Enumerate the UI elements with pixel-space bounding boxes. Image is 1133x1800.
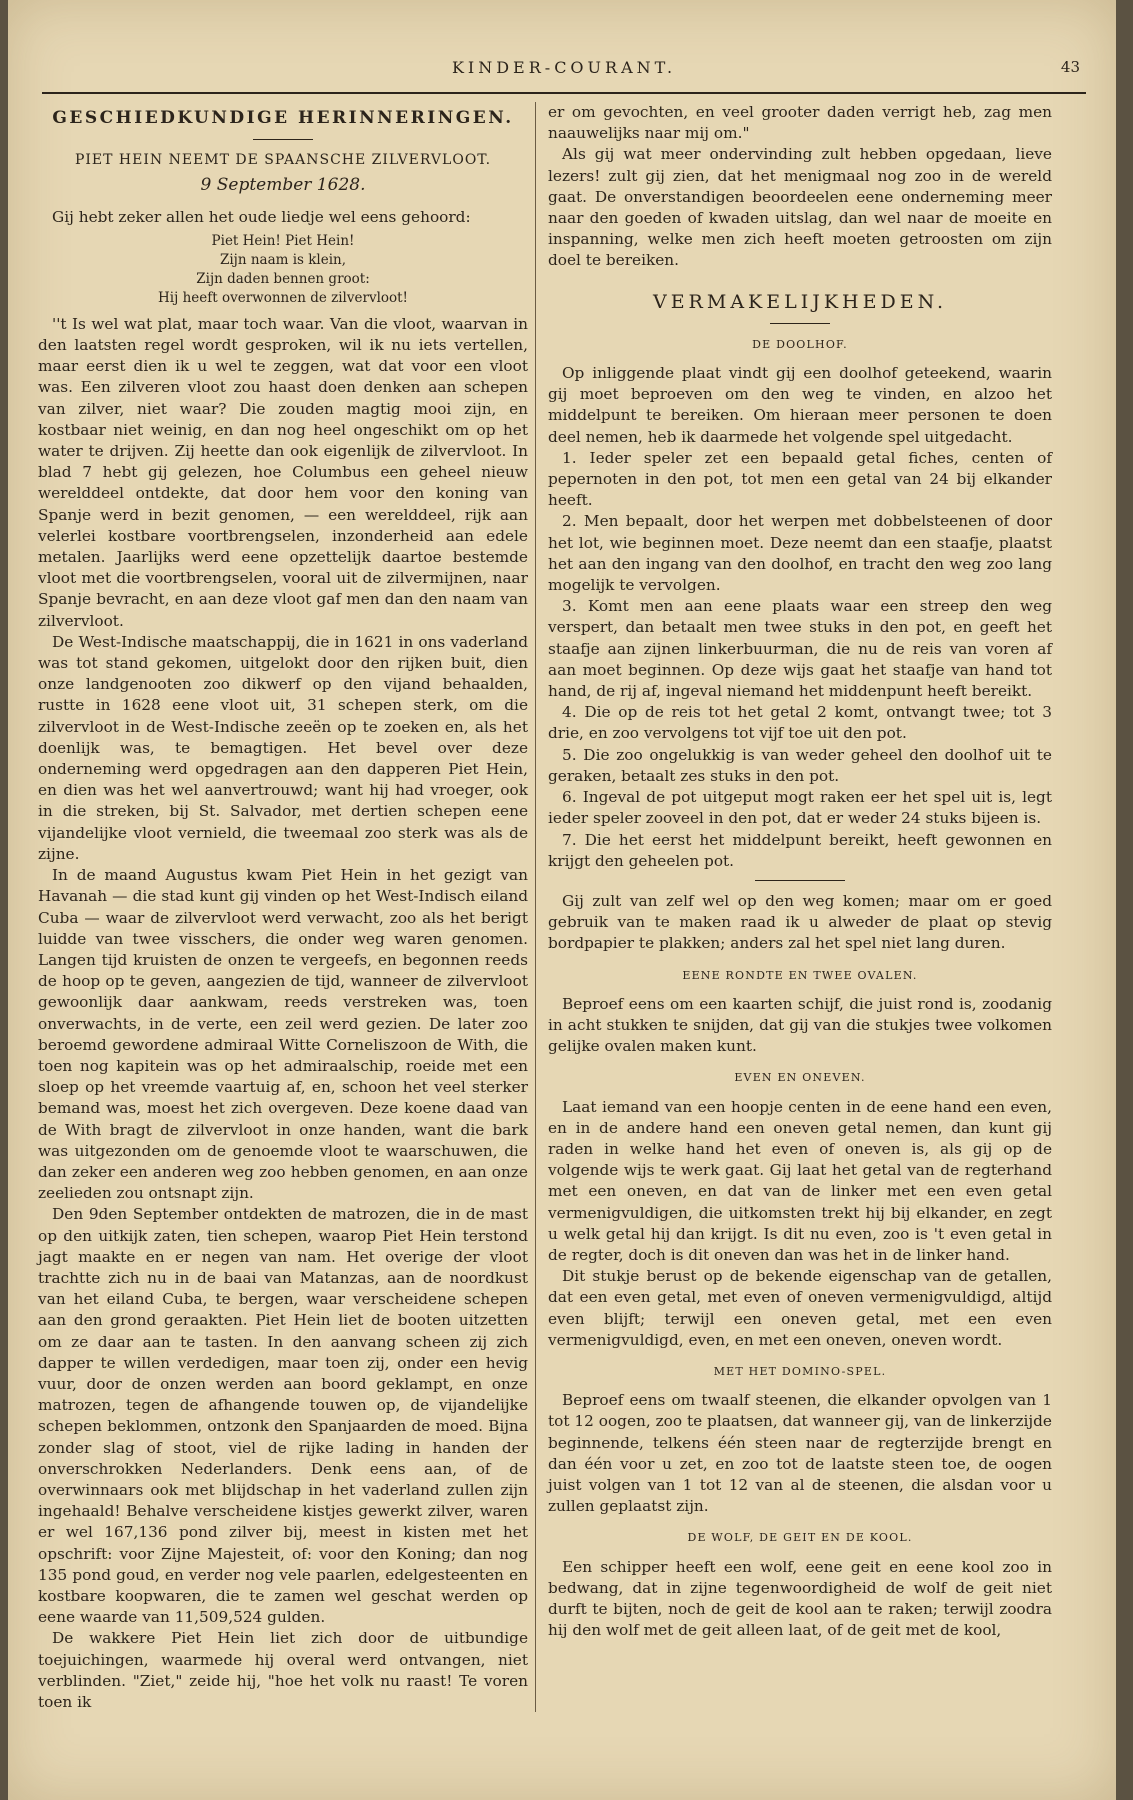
rule-item: 1. Ieder speler zet een bepaald getal fiches, centen of pepernoten in den pot, tot men een getal van 24 bij elkander heeft. [548, 448, 1052, 510]
verse-line: Hij heeft overwonnen de zilvervloot! [158, 289, 408, 306]
divider [755, 880, 845, 881]
article-intro: Gij hebt zeker allen het oude liedje wel eens gehoord: [52, 207, 471, 226]
article-subheading: PIET HEIN NEEMT DE SPAANSCHE ZILVERVLOOT. [74, 152, 492, 169]
article-paragraph: Den 9den September ontdekten de matrozen, die in de mast op den uitkijk zaten, tien schepen, waarop Piet Hein terstond jagt maakte en er negen van nam. Het overige der vloot trachtte zich nu in de baai van Matanzas, aan de noordkust van het eiland Cuba, te bergen, waar verscheidene schepen aan den grond geraakten. Piet Hein liet de booten uitzetten om ze daar aan te tasten. In den aanvang scheen zij zich dapper te willen verdedigen, maar toen zij, onder een hevig vuur, door de onzen werden aan boord geklampt, en onze matrozen, tegen de afhangende touwen op, de vijandelijke schepen beklommen, ontzonk den Spanjaarden de moed. Bijna zonder slag of stoot, viel de rijke lading in handen der onverschrokken Nederlanders. Denk eens aan, of de overwinnaars ook met blijdschap in het vaderland zullen zijn ingehaald! Behalve verscheidene kistjes gewerkt zilver, waren er wel 167,136 pond zilver bij, meest in kisten met het opschrift: voor Zijne Majesteit, of: voor den Koning; dan nog 135 pond goud, en verder nog vele paarlen, edelgesteenten en kostbare koopwaren, die te zamen wel geschat werden op eene waarde van 11,509,524 gulden. [38, 1205, 528, 1627]
article-paragraph: In de maand Augustus kwam Piet Hein in het gezigt van Havanah — die stad kunt gij vinden op het West-Indisch eiland Cuba — waar de zilvervloot werd verwacht, zoo als het berigt luidde van twee visschers, die onder weg waren genomen. Langen tijd kruisten de onzen te vergeefs, en begonnen reeds de hoop op te geven, aangezien de tijd, wanneer de zilvervloot gewoonlijk daar aankwam, reeds verstreken was, toen onverwachts, in de verte, een zeil werd gezien. De later zoo beroemd gewordene admiraal Witte Corneliszoon de With, die toen nog kapitein was op het admiraalschip, roeide met een sloep op het vreemde vaartuig af, en, schoon het veel sterker bemand was, moest het zich overgeven. Deze koene daad van de With bragt de zilvervloot in onze handen, want die bark was uitgezonden om de genoemde vloot te waarschuwen, die dan zeker een anderen weg zoo hebben genomen, en aan onze zeelieden zou ontsnapt zijn. [38, 866, 528, 1203]
puzzle-text: Beproef eens om twaalf steenen, die elkander opvolgen van 1 tot 12 oogen, zoo te plaatsen, dat wanneer gij, van de linkerzijde beginnende, telkens één steen naar de regterzijde brengt en dan één voor u zet, en zoo tot de laatste steen toe, de oogen juist volgen van 1 tot 12 van al de steenen, die alsdan voor u zullen geplaatst zijn. [548, 1391, 1052, 1516]
puzzle-text: Gij zult van zelf wel op den weg komen; maar om er goed gebruik van te maken raad ik u alweder de plaat op stevig bordpapier te plakken; anders zal het spel niet lang duren. [548, 891, 1052, 953]
game-rules [548, 448, 1052, 872]
verse-line: Zijn daden bennen groot: [196, 270, 370, 287]
running-title: KINDER-COURANT. [451, 58, 677, 77]
puzzle-text: Een schipper heeft een wolf, eene geit en eene kool zoo in bedwang, dat in zijne tegenwoordigheid de wolf de geit niet durft te bijten, noch de geit de kool aan te raken; terwijl zoodra hij den wolf met de geit alleen laat, of de geit met de kool, [548, 1557, 1052, 1640]
puzzle-text: Laat iemand van een hoopje centen in de eene hand een even, en in de andere hand een oneven getal nemen, dan kunt gij raden in welke hand het even of oneven is, als gij op de volgende wijs te werk gaat. Gij laat het getal van de regterhand met een oneven, en dat van de linker met een even getal vermenigvuldigen, die uitkomsten trekt hij bij elkander, en zegt u welk getal hij dan krijgt. Is dit nu even, zoo is 't even getal in de regter, doch is dit oneven dan was het in de linker hand. [548, 1097, 1052, 1264]
rule-item: 2. Men bepaalt, door het werpen met dobbelsteenen of door het lot, wie beginnen moet. Deze neemt dan een staafje, plaatst het aan den ingang van den doolhof, en tracht den weg zoo lang mogelijk te vervolgen. [548, 512, 1052, 595]
article-date: 9 September 1628. [200, 175, 366, 196]
rule-item: 3. Komt men aan eene plaats waar een streep den weg verspert, dan betaalt men twee stuks in den pot, en geeft het staafje aan zijnen linkerbuurman, die nu de reis van voren af aan moet beginnen. Op deze wijs gaat het staafje van hand tot hand, de rij af, ingeval niemand het middenpunt heeft bereikt. [548, 597, 1052, 701]
article-paragraph: Als gij wat meer ondervinding zult hebben opgedaan, lieve lezers! zult gij zien, dat het menigmaal nog zoo in de wereld gaat. De onverstandigen beoordeelen eene onderneming meer naar den goeden of kwaden uitslag, dan wel naar de moeite en inspanning, welke men zich heeft moeten getroosten om zijn doel te bereiken. [548, 145, 1052, 270]
newspaper-page [8, 0, 1116, 1800]
article-paragraph: De wakkere Piet Hein liet zich door de uitbundige toejuichingen, waarmede hij overal werd ontvangen, niet verblinden. "Ziet," zeide hij, "hoe het volk nu raast! Te voren toen ik [38, 1629, 528, 1712]
verse-line: Zijn naam is klein, [219, 251, 347, 268]
rule-item: 6. Ingeval de pot uitgeput mogt raken eer het spel uit is, legt ieder speler zooveel in den pot, dat er weder 24 stuks bijeen is. [548, 788, 1052, 828]
article-paragraph: De West-Indische maatschappij, die in 1621 in ons vaderland was tot stand gekomen, uitgelokt door den rijken buit, dien onze landgenooten zoo dikwerf op den vijand behaalden, rustte in 1628 eene vloot uit, 31 schepen sterk, om die zilvervloot in de West-Indische zeeën op te zoeken en, als het doenlijk was, te bemagtigen. Het bevel over deze onderneming werd opgedragen aan den dapperen Piet Hein, en dien was het wel aanvertrouwd; want hij had vroeger, ook in die streken, bij St. Salvador, met dertien schepen eene vijandelijke vloot vernield, die tweemaal zoo sterk was als de zijne. [38, 632, 528, 863]
running-head [48, 56, 1080, 80]
section-heading: VERMAKELIJKHEDEN. [652, 290, 948, 313]
page-number: 43 [1060, 58, 1080, 76]
puzzle-title: DE WOLF, DE GEIT EN DE KOOL. [687, 1531, 913, 1545]
column-divider [535, 102, 536, 1712]
divider [253, 139, 313, 140]
left-column [38, 102, 528, 1712]
puzzle-text: Op inliggende plaat vindt gij een doolhof geteekend, waarin gij moet beproeven om den weg te vinden, en alzoo het middelpunt te bereiken. Om hieraan meer personen te doen deel nemen, heb ik daarmede het volgende spel uitgedacht. [548, 364, 1052, 446]
divider [770, 323, 830, 324]
header-rule [42, 92, 1086, 94]
right-column [548, 102, 1052, 1702]
puzzle-title: EENE RONDTE EN TWEE OVALEN. [682, 968, 918, 982]
article-heading: GESCHIEDKUNDIGE HERINNERINGEN. [52, 108, 514, 128]
verse-line: Piet Hein! Piet Hein! [211, 232, 355, 249]
verse-block [38, 232, 528, 308]
article-continuation: er om gevochten, en veel grooter daden verrigt heb, zag men naauwelijks naar mij om." [548, 103, 1052, 143]
rule-item: 5. Die zoo ongelukkig is van weder geheel den doolhof uit te geraken, betaalt zes stuks in den pot. [548, 745, 1052, 785]
rule-item: 4. Die op de reis tot het getal 2 komt, ontvangt twee; tot 3 drie, en zoo vervolgens tot vijf toe uit den pot. [548, 703, 1052, 743]
puzzle-text: Dit stukje berust op de bekende eigenschap van de getallen, dat een even getal, met even of oneven vermenigvuldigd, altijd even blijft; terwijl een oneven getal, met een even vermenigvuldigd, even, en met een oneven, oneven wordt. [548, 1267, 1052, 1349]
puzzle-title: EVEN EN ONEVEN. [734, 1071, 866, 1085]
puzzle-text: Beproef eens om een kaarten schijf, die juist rond is, zoodanig in acht stukken te snijden, dat gij van die stukjes twee volkomen gelijke ovalen maken kunt. [548, 994, 1052, 1056]
article-paragraph: ''t Is wel wat plat, maar toch waar. Van die vloot, waarvan in den laatsten regel wordt gesproken, wil ik nu iets vertellen, maar eerst dien ik u wel te zeggen, wat dat voor een vloot was. Een zilveren vloot zou haast doen denken aan schepen van zilver, niet waar? Die zouden magtig mooi zijn, en kostbaar niet weinig, en dan nog heel ongeschikt om op het water te drijven. Zij heette dan ook eigenlijk de zilvervloot. In blad 7 hebt gij gelezen, hoe Columbus een geheel nieuw werelddeel ontdekte, dat door hem voor den koning van Spanje werd in bezit genomen, — een werelddeel, rijk aan velerlei kostbare voortbrengselen, inzonderheid aan edele metalen. Jaarlijks werd eene opzettelijk daartoe bestemde vloot met die voortbrengselen, vooral uit de zilvermijnen, naar Spanje bevracht, en aan deze vloot gaf men dan den naam van zilvervloot. [38, 314, 528, 630]
rule-item: 7. Die het eerst het middelpunt bereikt, heeft gewonnen en krijgt den geheelen pot. [548, 830, 1052, 870]
puzzle-title: DE DOOLHOF. [752, 337, 848, 351]
puzzle-title: MET HET DOMINO-SPEL. [713, 1364, 887, 1378]
